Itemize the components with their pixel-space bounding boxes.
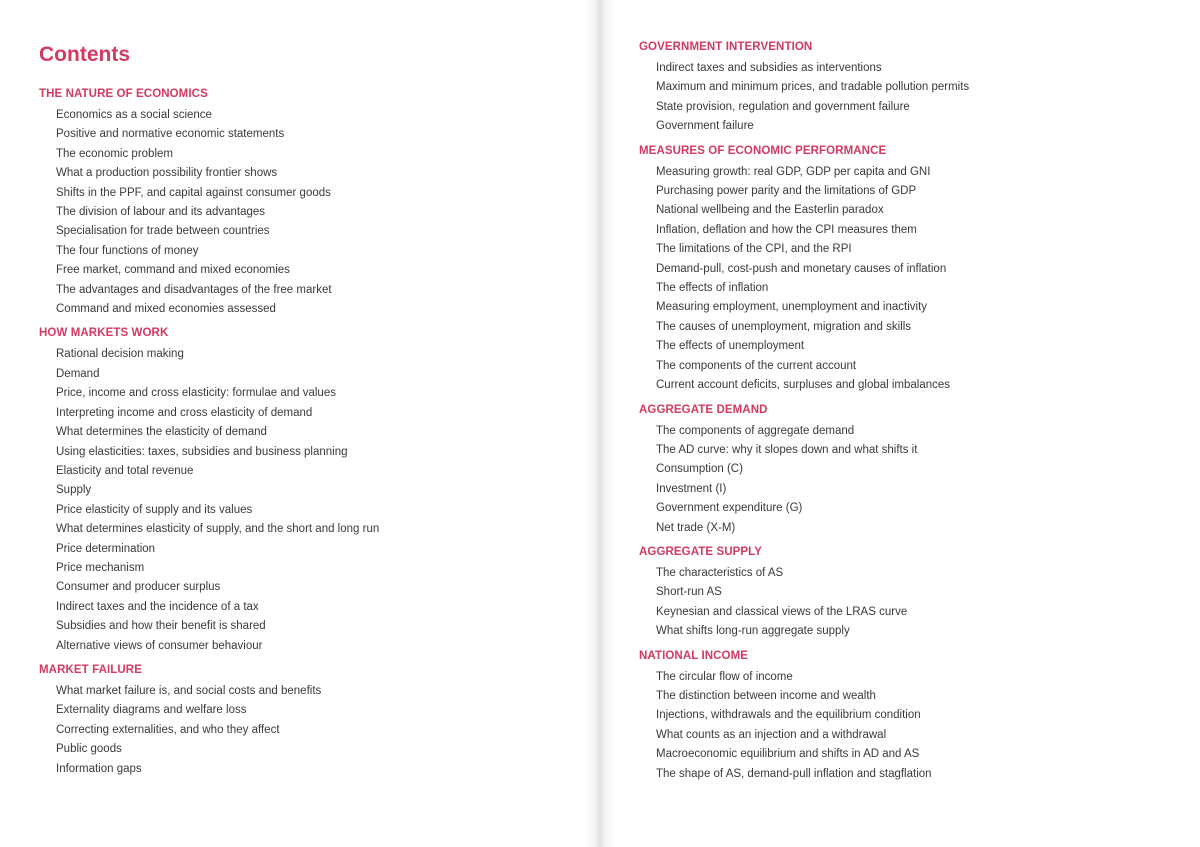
section-heading: HOW MARKETS WORK bbox=[39, 327, 169, 340]
contents-entry[interactable]: Economics as a social science bbox=[56, 109, 212, 121]
contents-entry[interactable]: What a production possibility frontier shows bbox=[56, 167, 278, 180]
contents-entry[interactable]: Alternative views of consumer behaviour bbox=[56, 639, 263, 652]
contents-entry[interactable]: The effects of unemployment bbox=[656, 340, 805, 353]
contents-entry[interactable]: Price determination bbox=[56, 542, 156, 555]
contents-entry[interactable]: What counts as an injection and a withdrawal bbox=[656, 728, 887, 741]
contents-entry[interactable]: The shape of AS, demand-pull inflation and stagflation bbox=[656, 767, 932, 780]
contents-entry[interactable]: Elasticity and total revenue bbox=[56, 464, 194, 477]
contents-entry[interactable]: Using elasticities: taxes, subsidies and business planning bbox=[56, 445, 348, 458]
contents-entry[interactable]: Maximum and minimum prices, and tradable pollution permits bbox=[656, 81, 970, 94]
contents-entry[interactable]: Supply bbox=[56, 484, 92, 497]
section-items bbox=[39, 345, 584, 656]
section-heading: GOVERNMENT INTERVENTION bbox=[639, 41, 813, 53]
contents-entry[interactable]: Externality diagrams and welfare loss bbox=[56, 704, 247, 717]
contents-entry[interactable]: Free market, command and mixed economies bbox=[56, 264, 290, 277]
contents-entry[interactable]: Inflation, deflation and how the CPI measures them bbox=[656, 223, 917, 236]
contents-section bbox=[639, 545, 1184, 642]
section-items bbox=[39, 682, 584, 779]
contents-entry[interactable]: Keynesian and classical views of the LRAS curve bbox=[656, 605, 908, 618]
contents-entry[interactable]: Purchasing power parity and the limitations of GDP bbox=[656, 185, 917, 198]
contents-entry[interactable]: Net trade (X-M) bbox=[656, 521, 736, 534]
contents-entry[interactable]: What determines the elasticity of demand bbox=[56, 426, 267, 439]
contents-entry[interactable]: The causes of unemployment, migration and skills bbox=[656, 320, 912, 333]
section-items bbox=[639, 668, 1184, 784]
contents-entry[interactable]: Measuring growth: real GDP, GDP per capita and GNI bbox=[656, 165, 931, 178]
contents-entry[interactable]: Public goods bbox=[56, 743, 122, 756]
contents-entry[interactable]: What determines elasticity of supply, and the short and long run bbox=[56, 523, 380, 536]
section-heading: THE NATURE OF ECONOMICS bbox=[39, 88, 208, 100]
contents-entry[interactable]: Price mechanism bbox=[56, 561, 145, 574]
contents-entry[interactable]: The AD curve: why it slopes down and what shifts it bbox=[656, 443, 918, 456]
contents-entry[interactable]: Correcting externalities, and who they affect bbox=[56, 723, 280, 736]
right-contents-column bbox=[639, 40, 1184, 791]
contents-entry[interactable]: The limitations of the CPI, and the RPI bbox=[656, 243, 852, 256]
contents-entry[interactable]: Command and mixed economies assessed bbox=[56, 303, 276, 316]
section-heading: MEASURES OF ECONOMIC PERFORMANCE bbox=[639, 144, 887, 157]
right-page bbox=[600, 0, 1200, 847]
contents-entry[interactable]: What market failure is, and social costs and benefits bbox=[56, 684, 322, 697]
section-items bbox=[639, 564, 1184, 642]
contents-entry[interactable]: Specialisation for trade between countries bbox=[56, 225, 270, 238]
contents-entry[interactable]: The circular flow of income bbox=[656, 670, 793, 683]
contents-entry[interactable]: Subsidies and how their benefit is shared bbox=[56, 620, 266, 633]
contents-entry[interactable]: Indirect taxes and subsidies as interventions bbox=[656, 62, 882, 74]
contents-entry[interactable]: Short-run AS bbox=[656, 586, 722, 599]
contents-entry[interactable]: State provision, regulation and government failure bbox=[656, 100, 910, 113]
contents-entry[interactable]: Consumer and producer surplus bbox=[56, 581, 221, 594]
contents-entry[interactable]: Interpreting income and cross elasticity of demand bbox=[56, 406, 313, 419]
contents-entry[interactable]: Indirect taxes and the incidence of a tax bbox=[56, 600, 259, 613]
contents-section bbox=[39, 326, 584, 656]
section-items bbox=[39, 106, 584, 319]
contents-section bbox=[639, 40, 1184, 137]
contents-entry[interactable]: Demand bbox=[56, 367, 100, 380]
contents-entry[interactable]: The characteristics of AS bbox=[656, 566, 784, 579]
contents-entry[interactable]: Consumption (C) bbox=[656, 463, 743, 476]
contents-entry[interactable]: The advantages and disadvantages of the free market bbox=[56, 283, 332, 296]
left-contents-column bbox=[39, 87, 584, 786]
contents-section bbox=[639, 649, 1184, 784]
contents-entry[interactable]: Price elasticity of supply and its values bbox=[56, 503, 253, 516]
contents-entry[interactable]: Measuring employment, unemployment and inactivity bbox=[656, 301, 928, 314]
contents-entry[interactable]: Macroeconomic equilibrium and shifts in AD and AS bbox=[656, 748, 920, 761]
contents-entry[interactable]: The effects of inflation bbox=[656, 282, 769, 295]
contents-entry[interactable]: The economic problem bbox=[56, 147, 173, 160]
section-heading: AGGREGATE DEMAND bbox=[639, 403, 768, 416]
contents-entry[interactable]: Government failure bbox=[656, 120, 754, 133]
contents-entry[interactable]: The components of aggregate demand bbox=[656, 424, 855, 437]
contents-entry[interactable]: The division of labour and its advantages bbox=[56, 206, 266, 219]
section-items bbox=[639, 59, 1184, 137]
section-heading: MARKET FAILURE bbox=[39, 663, 142, 676]
contents-entry[interactable]: The components of the current account bbox=[656, 359, 857, 372]
contents-entry[interactable]: National wellbeing and the Easterlin paradox bbox=[656, 204, 884, 217]
contents-entry[interactable]: Rational decision making bbox=[56, 348, 184, 361]
section-heading: AGGREGATE SUPPLY bbox=[639, 545, 763, 558]
section-heading: NATIONAL INCOME bbox=[639, 649, 749, 662]
contents-section bbox=[39, 663, 584, 779]
contents-entry[interactable]: Current account deficits, surpluses and global imbalances bbox=[656, 379, 951, 392]
contents-entry[interactable]: What shifts long-run aggregate supply bbox=[656, 625, 850, 638]
section-items bbox=[639, 163, 1184, 396]
contents-entry[interactable]: Government expenditure (G) bbox=[656, 502, 803, 515]
contents-entry[interactable]: Investment (I) bbox=[656, 482, 727, 495]
contents-entry[interactable]: The four functions of money bbox=[56, 244, 199, 257]
contents-entry[interactable]: Demand-pull, cost-push and monetary causes of inflation bbox=[656, 262, 947, 275]
contents-section bbox=[639, 144, 1184, 396]
section-items bbox=[639, 422, 1184, 538]
contents-section bbox=[39, 87, 584, 319]
contents-entry[interactable]: Positive and normative economic statements bbox=[56, 128, 285, 141]
contents-entry[interactable]: Injections, withdrawals and the equilibrium condition bbox=[656, 709, 921, 722]
contents-entry[interactable]: Information gaps bbox=[56, 762, 142, 775]
contents-entry[interactable]: Shifts in the PPF, and capital against consumer goods bbox=[56, 186, 331, 199]
contents-section bbox=[639, 403, 1184, 538]
contents-entry[interactable]: The distinction between income and wealth bbox=[656, 689, 876, 702]
page-title: Contents bbox=[39, 43, 130, 66]
contents-entry[interactable]: Price, income and cross elasticity: formulae and values bbox=[56, 387, 336, 400]
